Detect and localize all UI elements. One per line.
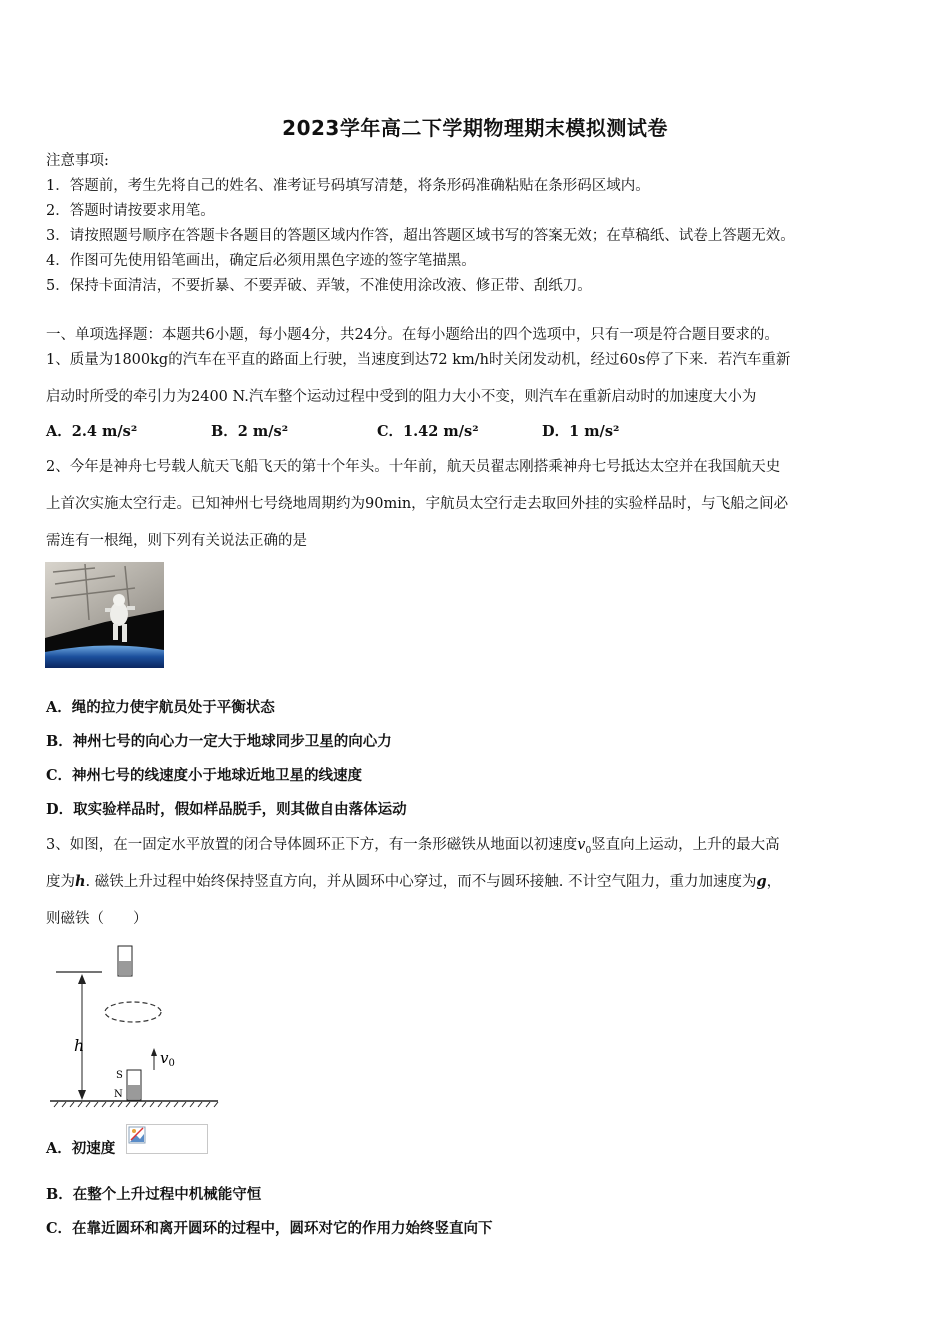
- notice-heading: 注意事项:: [46, 153, 109, 169]
- q1-option-d[interactable]: D．1 m/s²: [542, 423, 620, 440]
- section-heading: 一、单项选择题：本题共6小题，每小题4分，共24分。在每小题给出的四个选项中，只有一项是符合题目要求的。: [46, 327, 779, 343]
- s-pole-label: S: [116, 1070, 123, 1081]
- q1-option-c[interactable]: C．1.42 m/s²: [377, 423, 479, 440]
- q2-option-b[interactable]: B．神州七号的向心力一定大于地球同步卫星的向心力: [46, 733, 392, 750]
- q2-option-c[interactable]: C．神州七号的线速度小于地球近地卫星的线速度: [46, 767, 363, 784]
- notice-item-5: 5．保持卡面清洁，不要折暴、不要弄破、弄皱，不准使用涂改液、修正带、刮纸刀。: [46, 278, 592, 294]
- q2-line-2: 上首次实施太空行走。已知神州七号绕地周期约为90min，宇航员太空行走去取回外挂的实验样品时，与飞船之间必: [46, 496, 789, 512]
- q2-option-a[interactable]: A．绳的拉力使宇航员处于平衡状态: [46, 699, 275, 716]
- q1-option-b[interactable]: B．2 m/s²: [211, 423, 289, 440]
- magnet-ring-diagram: [46, 940, 222, 1112]
- q2-line-3: 需连有一根绳，则下列有关说法正确的是: [46, 533, 307, 549]
- q3-option-c[interactable]: C．在靠近圆环和离开圆环的过程中，圆环对它的作用力始终竖直向下: [46, 1220, 493, 1237]
- q2-line-1: 2、今年是神舟七号载人航天飞船飞天的第十个年头。十年前，航天员翟志刚搭乘神舟七号抵达太空并在我国航天史: [46, 459, 781, 475]
- broken-image-icon: [126, 1124, 208, 1154]
- n-pole-label: N: [114, 1089, 123, 1100]
- q1-option-a[interactable]: A．2.4 m/s²: [46, 423, 138, 440]
- q3-line-3: 则磁铁（ ）: [46, 911, 148, 927]
- q3-option-b[interactable]: B．在整个上升过程中机械能守恒: [46, 1186, 262, 1203]
- q3-option-a[interactable]: A．初速度: [46, 1140, 116, 1157]
- h-label: h: [74, 1036, 85, 1055]
- q3-line-2: 度为h. 磁铁上升过程中始终保持竖直方向，并从圆环中心穿过，而不与圆环接触. 不计空气阻力，重力加速度为g，: [46, 873, 782, 890]
- notice-item-3: 3．请按照题号顺序在答题卡各题目的答题区域内作答，超出答题区域书写的答案无效；在草稿纸、试卷上答题无效。: [46, 228, 795, 244]
- notice-item-2: 2．答题时请按要求用笔。: [46, 203, 215, 219]
- notice-item-4: 4．作图可先使用铅笔画出，确定后必须用黑色字迹的签字笔描黑。: [46, 253, 476, 269]
- astronaut-photo: [45, 562, 164, 668]
- notice-item-1: 1．答题前，考生先将自己的姓名、准考证号码填写清楚，将条形码准确粘贴在条形码区域内。: [46, 178, 650, 194]
- q3-line-1: 3、如图，在一固定水平放置的闭合导体圆环正下方，有一条形磁铁从地面以初速度$v_0$竖直向上运动，上升的最大高: [46, 837, 780, 856]
- v-label: $v_0$: [160, 1049, 175, 1069]
- exam-title: 2023学年高二下学期物理期末模拟测试卷: [282, 116, 668, 140]
- q1-line-1: 1、质量为1800kg的汽车在平直的路面上行驶，当速度到达72 km/h时关闭发动机，经过60s停了下来．若汽车重新: [46, 352, 791, 368]
- q1-line-2: 启动时所受的牵引力为2400 N.汽车整个运动过程中受到的阻力大小不变，则汽车在重新启动时的加速度大小为: [46, 389, 757, 405]
- q2-option-d[interactable]: D．取实验样品时，假如样品脱手，则其做自由落体运动: [46, 801, 407, 818]
